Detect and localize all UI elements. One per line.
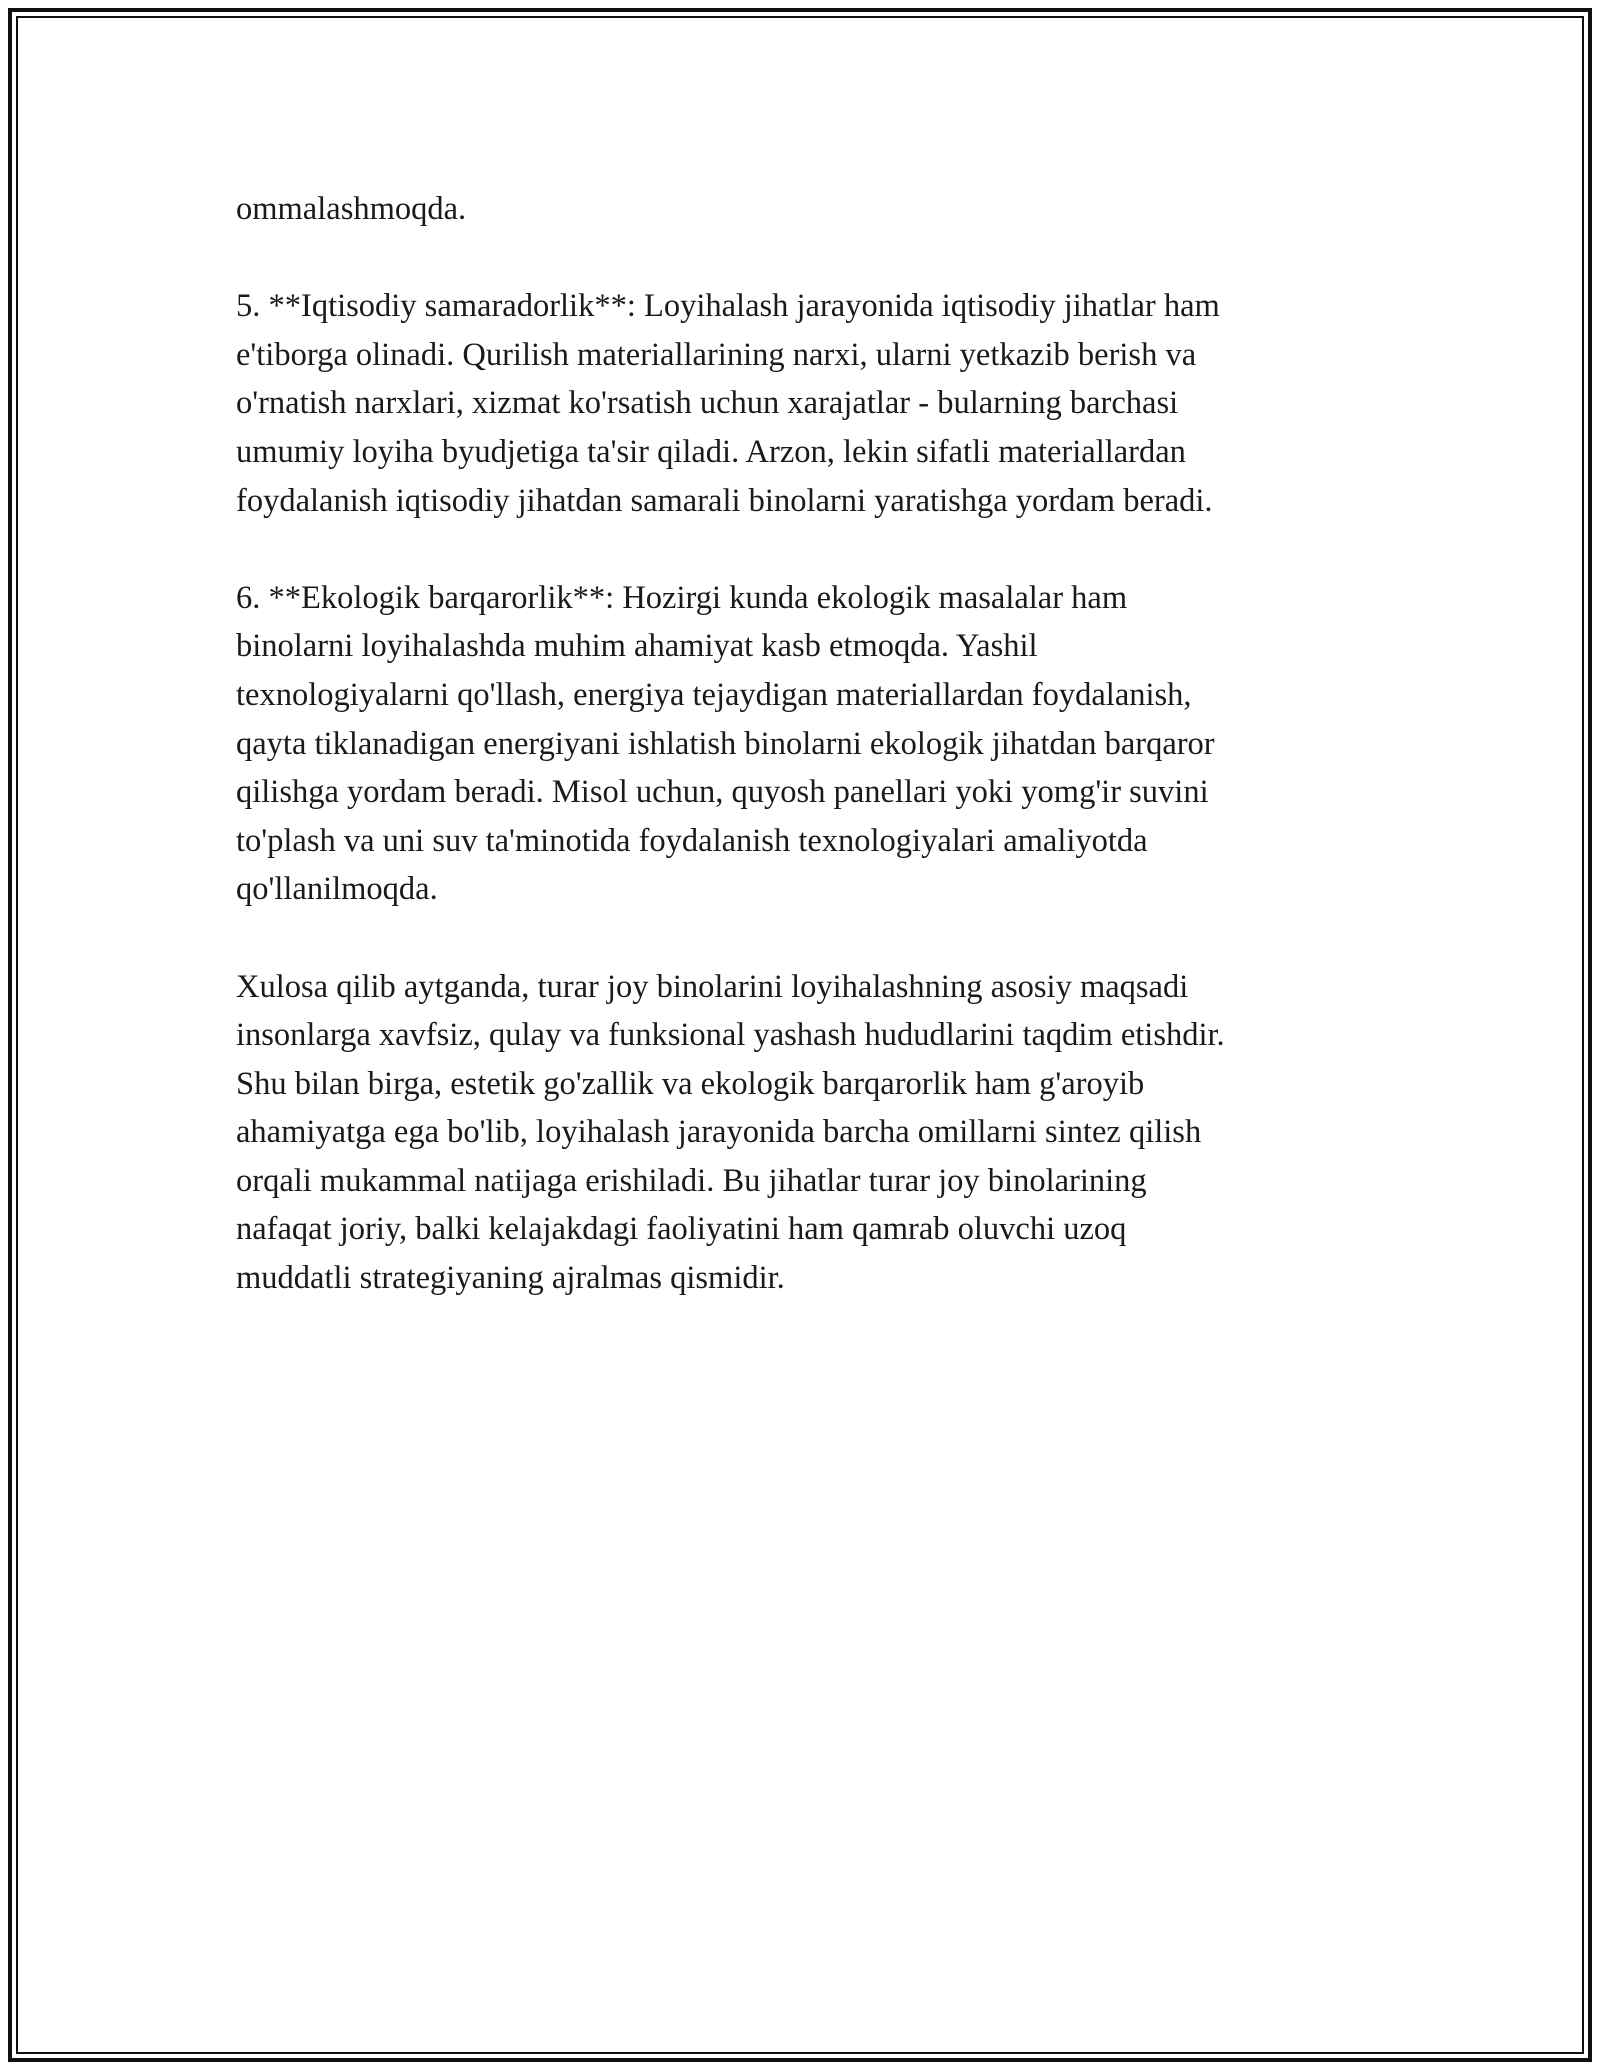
text-line: qo'llanilmoqda. xyxy=(236,871,438,908)
text-line: foydalanish iqtisodiy jihatdan samarali binolarni yaratishga yordam beradi. xyxy=(236,482,1213,519)
text-line: to'plash va uni suv ta'minotida foydalanish texnologiyalari amaliyotda xyxy=(236,822,1148,859)
text-line: binolarni loyihalashda muhim ahamiyat kasb etmoqda. Yashil xyxy=(236,628,1038,665)
text-line: Shu bilan birga, estetik go'zallik va ekologik barqarorlik ham g'aroyib xyxy=(236,1065,1145,1102)
text-line: ommalashmoqda. xyxy=(236,191,467,227)
text-line: qilishga yordam beradi. Misol uchun, quyosh panellari yoki yomg'ir suvini xyxy=(236,774,1209,811)
text-line: orqali mukammal natijaga erishiladi. Bu jihatlar turar joy binolarining xyxy=(236,1162,1147,1199)
text-line: 5. **Iqtisodiy samaradorlik**: Loyihalash jarayonida iqtisodiy jihatlar ham xyxy=(236,288,1220,325)
text-line: qayta tiklanadigan energiyani ishlatish binolarni ekologik jihatdan barqaror xyxy=(236,725,1215,762)
text-line: texnologiyalarni qo'llash, energiya tejaydigan materiallardan foydalanish, xyxy=(236,676,1192,713)
paragraph-continuation xyxy=(236,185,1376,234)
text-line: ahamiyatga ega bo'lib, loyihalash jarayonida barcha omillarni sintez qilish xyxy=(236,1114,1202,1151)
text-line: umumiy loyiha byudjetiga ta'sir qiladi. Arzon, lekin sifatli materiallardan xyxy=(236,433,1186,470)
paragraph-conclusion xyxy=(236,963,1376,1303)
paragraph-gap xyxy=(236,234,1376,283)
text-line: 6. **Ekologik barqarorlik**: Hozirgi kunda ekologik masalalar ham xyxy=(236,579,1128,616)
text-line: Xulosa qilib aytganda, turar joy binolarini loyihalashning asosiy maqsadi xyxy=(236,968,1189,1005)
text-line: e'tiborga olinadi. Qurilish materiallarining narxi, ularni yetkazib berish va xyxy=(236,336,1197,373)
text-line: insonlarga xavfsiz, qulay va funksional yashash hududlarini taqdim etishdir. xyxy=(236,1017,1225,1054)
paragraph-economic-efficiency xyxy=(236,282,1376,525)
text-line: o'rnatish narxlari, xizmat ko'rsatish uchun xarajatlar - bularning barchasi xyxy=(236,385,1179,422)
paragraph-gap xyxy=(236,525,1376,574)
document-body xyxy=(236,185,1376,1303)
text-line: muddatli strategiyaning ajralmas qismidir. xyxy=(236,1260,785,1297)
paragraph-gap xyxy=(236,914,1376,963)
paragraph-ecological-sustainability xyxy=(236,574,1376,914)
text-line: nafaqat joriy, balki kelajakdagi faoliyatini ham qamrab oluvchi uzoq xyxy=(236,1211,1127,1248)
